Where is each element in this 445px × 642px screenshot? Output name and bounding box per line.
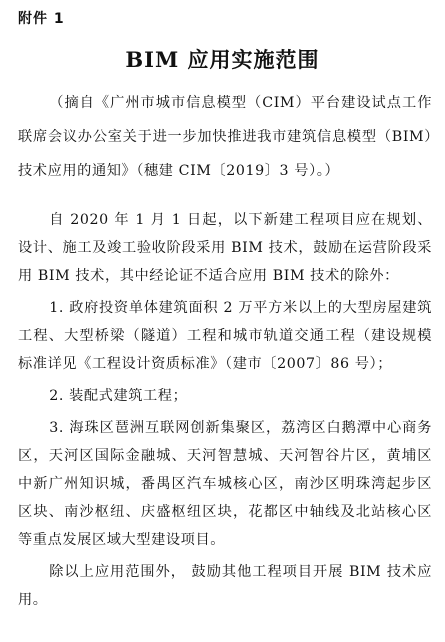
- intro-paragraph: 自 2020 年 1 月 1 日起，以下新建工程项目应在规划、设计、施工及竣工验收阶段采用 BIM 技术，鼓励在运营阶段采用 BIM 技术，其中经论证不适合应用 BIM 技术的除外：: [18, 212, 432, 284]
- document-title: BIM 应用实施范围: [125, 47, 320, 72]
- closing-paragraph: 除以上应用范围外， 鼓励其他工程项目开展 BIM 技术应用。: [18, 564, 432, 608]
- source-excerpt: （摘自《广州市城市信息模型（CIM）平台建设试点工作联席会议办公室关于进一步加快推进我市建筑信息模型（BIM）技术应用的通知》（穗建 CIM〔2019〕3 号）。）: [18, 95, 432, 179]
- item-1-paragraph: 1. 政府投资单体建筑面积 2 万平方米以上的大型房屋建筑工程、大型桥梁（隧道）工程和城市轨道交通工程（建设规模标准详见《工程设计资质标准》（建市〔2007〕86 号）；: [18, 300, 432, 372]
- item-2-paragraph: 2. 装配式建筑工程；: [49, 388, 188, 404]
- item-3-paragraph: 3. 海珠区琶洲互联网创新集聚区，荔湾区白鹅潭中心商务区，天河区国际金融城、天河智慧城、天河智谷片区，黄埔区中新广州知识城，番禺区汽车城核心区，南沙区明珠湾起步区区块、南沙枢纽、庆盛枢纽区块，花都区中轴线及北站核心区等重点发展区域大型建设项目。: [18, 420, 432, 548]
- document-body: [18, 206, 432, 618]
- attachment-label: 附件 1: [18, 11, 65, 27]
